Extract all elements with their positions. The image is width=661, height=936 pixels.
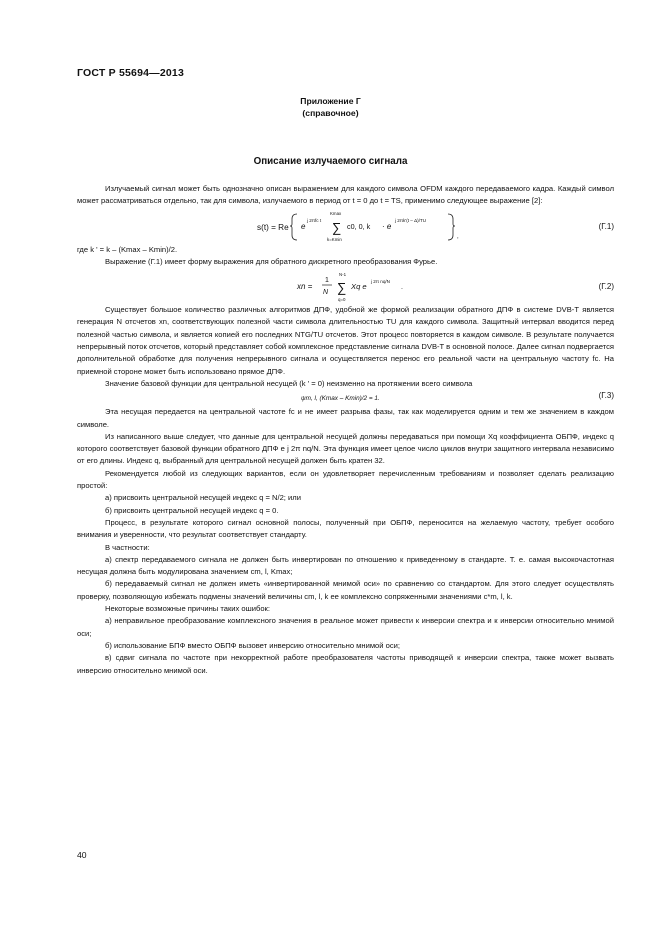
list-item: б) передаваемый сигнал не должен иметь «инвертированной мнимой оси» по сравнению со стандартом. Для этого следует осуществлять проверку, позволяющую избежать подмены значений величины cm, l, k ее комплексно сопряженными значениями c*m, l, k. [77,579,614,601]
sigma-symbol: ∑ [332,219,342,235]
svg-text:.: . [401,284,403,292]
formula-g1-number: (Г.1) [598,221,614,231]
formula-g1-exp: j 2πk'(t – Δ)/TU [395,217,427,223]
formula-g2-expression [295,268,445,304]
formula-g3-number: (Г.3) [598,391,614,401]
appendix-label: Приложение Г [300,96,361,106]
paragraph: Излучаемый сигнал может быть однозначно описан выражением для каждого символа OFDM каждого передаваемого кадра. Каждый символ может рассматриваться отдельно, так для символа, излучаемого в период от t = 0 до t = TS, применимо следующее выражение [2]: [77,184,614,206]
formula-g3-expression [299,390,429,404]
paragraph: Значение базовой функции для центральной несущей (k ' = 0) неизменно на протяжении всего символа [105,378,473,388]
svg-text:e: e [301,221,306,231]
appendix-note: (справочное) [302,108,359,118]
formula-g2-frac-num: 1 [325,277,329,285]
paragraph: В частности: [105,542,150,552]
page-number: 40 [77,850,87,860]
right-brace [448,214,455,240]
svg-text:· e: · e [382,221,392,231]
paragraph: Некоторые возможные причины таких ошибок: [105,604,270,614]
paragraph: Из написанного выше следует, что данные для центральной несущей должны передаваться при помощи Xq коэффициента ОБПФ, индекс q которого соответствует базовой функции обратного ДПФ e j 2π nq/N. Эта функция имеет целое число циклов внутри защитного интервала независимо от его длины. Индекс q, выбранный для центральной несущей должен быть кратен 32. [77,431,614,466]
left-brace [290,214,297,240]
paragraph: Эта несущая передается на центральной частоте fc и не имеет разрыва фазы, так как моделируется одним и тем же значением в каждом символе. [77,407,614,429]
list-item: а) присвоить центральной несущей индекс q = N/2; или [105,493,301,503]
formula-g1-carrier-exp: j 2πfc t [307,217,322,223]
formula-g3-expr: ψm, l, (Kmax – Kmin)/2 = 1. [301,395,380,403]
formula-g2-frac-den: N [323,289,329,297]
list-item: а) спектр передаваемого сигнала не должен быть инвертирован по отношению к приведенному в стандарте. Т. е. самая высокочастотная несущая должна быть модулирована значением cm, l, Kmax; [77,554,614,577]
paragraph: Выражение (Г.1) имеет форму выражения для обратного дискретного преобразования Фурье. [105,256,438,266]
formula-g2-sum-bottom: q=0 [338,297,346,303]
formula-g2-lhs: xn = [297,282,313,292]
formula-g3 [77,390,614,406]
paragraph: где k ' = k – (Kmax – Kmin)/2. [77,244,178,254]
list-item: в) сдвиг сигнала по частоте при некорректной работе преобразователя частоты приводящей к инверсии спектра, также может вызвать инверсию относительно мнимой оси. [77,653,614,675]
list-item: б) использование БПФ вместо ОБПФ вызовет инверсию относительно мнимой оси; [105,640,400,650]
formula-g1 [77,208,614,244]
list-item: б) присвоить центральной несущей индекс q = 0. [105,505,279,515]
formula-g2-sum-top: N-1 [339,272,347,278]
formula-g1-lhs: s(t) = Re [257,222,289,232]
standard-header: ГОСТ Р 55694—2013 [77,67,185,79]
formula-g1-expression [245,208,475,244]
formula-g2 [77,268,614,304]
formula-g2-term: Xq e [351,282,367,292]
formula-g1-sum-top: Kmax [330,210,342,216]
section-title: Описание излучаемого сигнала [253,156,408,167]
svg-text:,: , [457,233,459,240]
document-body [77,183,614,677]
paragraph: Рекомендуется любой из следующих вариантов, если он удовлетворяет перечисленным требованиям и позволяет сделать реализацию простой: [77,468,614,491]
formula-g2-exp: j 2π nq/N [371,279,391,285]
paragraph: Существует большое количество различных алгоритмов ДПФ, удобной же формой реализации обратного ДПФ в системе DVB-T является генерация N отсчетов xn, соответствующих полезной части символа длительностью TU для каждого символа. Защитный интервал вводится перед полезной частью символа, и является копией его последних NTG/TU отсчетов. Этот процесс повторяется в каждом символе. В результате получается непрерывный поток отсчетов, который представляет собой комплексное представление сигнала DVB-T в основной полосе. Далее сигнал подвергается дополнительной обработке для получения непрерывного сигнала и осуществляется перенос его реальной части на центральную частоту fc. На приемной стороне может быть использовано прямое ДПФ. [77,305,614,376]
list-item: а) неправильное преобразование комплексного значения в реальное может привести к инверсии спектра и к инверсии относительно мнимой оси; [77,616,614,638]
sigma-symbol: ∑ [337,280,347,296]
paragraph: Процесс, в результате которого сигнал основной полосы, полученный при ОБПФ, переносится на желаемую частоту, требует особого внимания и уверенности, что результат соответствует стандарту. [77,517,614,540]
formula-g2-number: (Г.2) [598,282,614,292]
formula-g1-term: c0, 0, k [347,221,371,231]
formula-g1-sum-bottom: k=Kmin [327,236,342,242]
